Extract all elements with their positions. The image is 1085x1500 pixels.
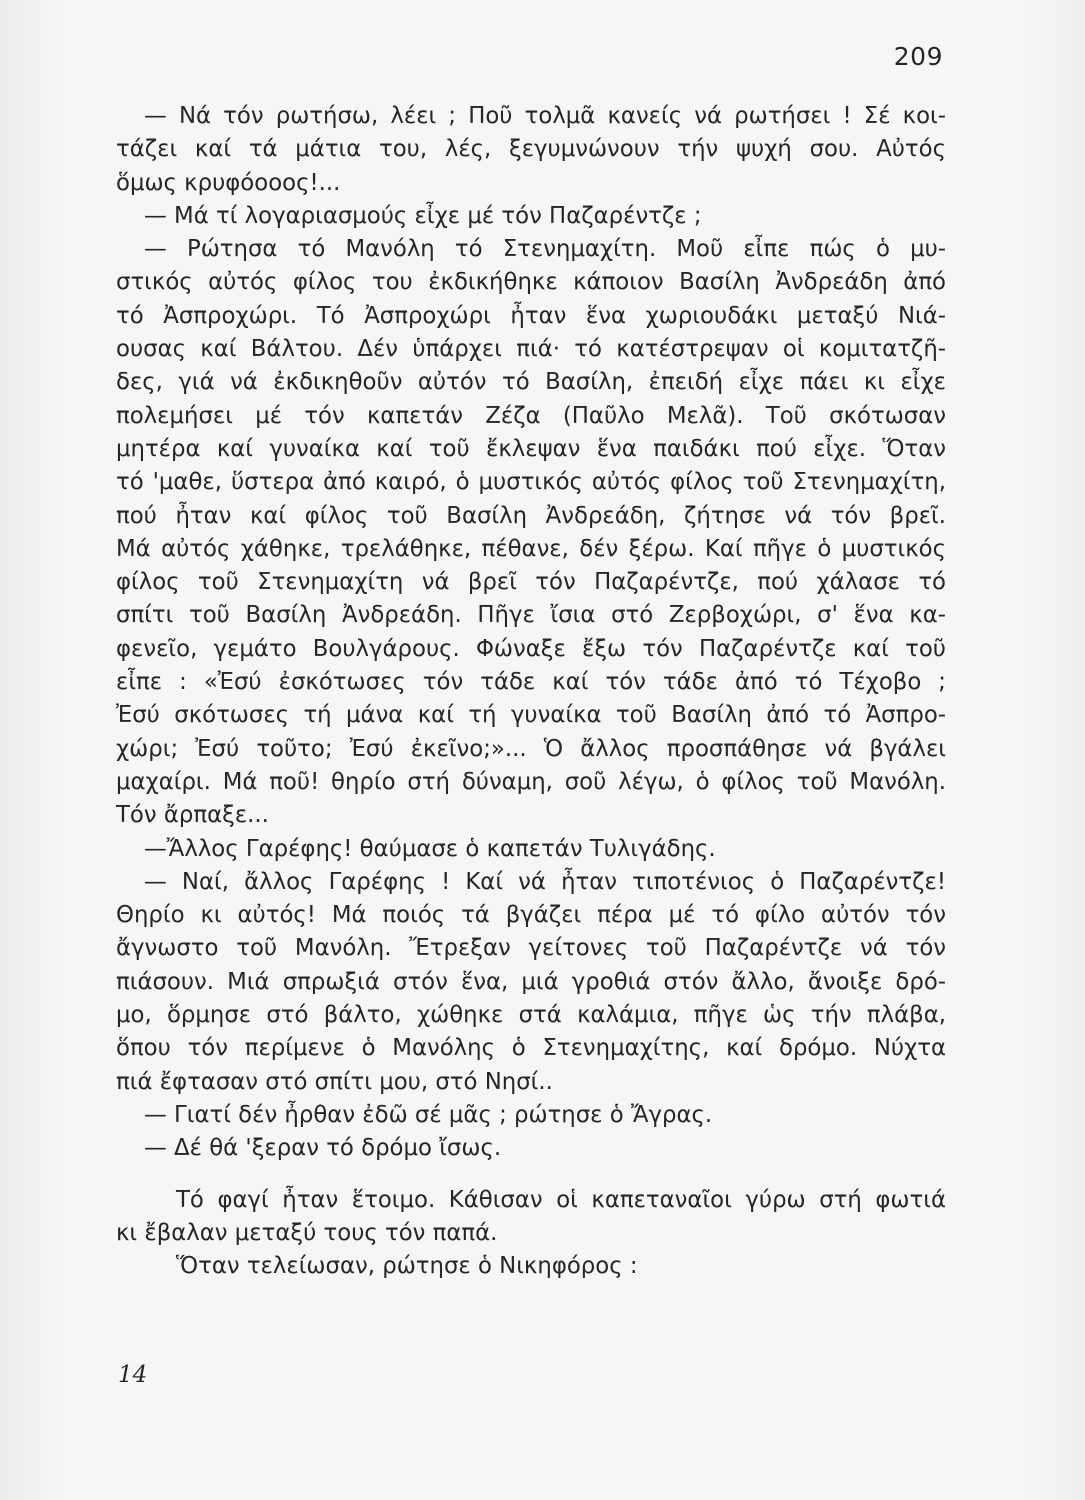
text-line: πιάσουν. Μιά σπρωξιά στόν ἕνα, μιά γροθιά στόν ἄλλο, ἄνοιξε δρό-: [116, 968, 946, 995]
page-number: 209: [893, 42, 943, 71]
text-line: σπίτι τοῦ Βασίλη Ἀνδρεάδη. Πῆγε ἴσια στό Ζερβοχώρι, σ' ἕνα κα-: [116, 602, 946, 629]
text-line: πολεμήσει μέ τόν καπετάν Ζέζα (Παῦλο Μελᾶ). Τοῦ σκότωσαν: [116, 402, 946, 429]
text-line: — Ρώτησα τό Μανόλη τό Στενημαχίτη. Μοῦ εἶπε πώς ὁ μυ-: [144, 236, 946, 263]
text-line: στικός αὐτός φίλος του ἐκδικήθηκε κάποιον Βασίλη Ἀνδρεάδη ἀπό: [116, 269, 946, 296]
text-line: ἄγνωστο τοῦ Μανόλη. Ἔτρεξαν γείτονες τοῦ Παζαρέντζε νά τόν: [116, 935, 946, 962]
text-line: — Γιατί δέν ἦρθαν ἐδῶ σέ μᾶς ; ρώτησε ὁ Ἄγρας.: [144, 1101, 713, 1128]
text-line: φενεῖο, γεμάτο Βουλγάρους. Φώναξε ἔξω τόν Παζαρέντζε καί τοῦ: [116, 635, 946, 662]
text-line: πού ἦταν καί φίλος τοῦ Βασίλη Ἀνδρεάδη, ζήτησε νά τόν βρεῖ.: [116, 502, 946, 529]
text-line: ουσας καί Βάλτου. Δέν ὑπάρχει πιά· τό κατέστρεψαν οἱ κομιτατζῆ-: [116, 336, 946, 363]
text-line: χώρι; Ἐσύ τοῦτο; Ἐσύ ἐκεῖνο;»... Ὁ ἄλλος προσπάθησε νά βγάλει: [116, 735, 946, 762]
text-line: τάζει καί τά μάτια του, λές, ξεγυμνώνουν τήν ψυχή σου. Αὐτός: [116, 136, 946, 163]
text-line: μο, ὅρμησε στό βάλτο, χώθηκε στά καλάμια, πῆγε ὡς τήν πλάβα,: [116, 1002, 946, 1029]
text-line: Θηρίο κι αὐτός! Μά ποιός τά βγάζει πέρα μέ τό φίλο αὐτόν τόν: [116, 902, 946, 929]
text-line: — Δέ θά 'ξεραν τό δρόμο ἴσως.: [144, 1135, 502, 1162]
text-line: πιά ἔφτασαν στό σπίτι μου, στό Νησί..: [116, 1068, 553, 1095]
text-line: τό 'μαθε, ὕστερα ἀπό καιρό, ὁ μυστικός αὐτός φίλος τοῦ Στενημαχίτη,: [116, 469, 946, 496]
text-line: Ἐσύ σκότωσες τή μάνα καί τή γυναίκα τοῦ Βασίλη ἀπό τό Ἀσπρο-: [116, 702, 946, 729]
text-line: — Ναί, ἄλλος Γαρέφης ! Καί νά ἦταν τιποτένιος ὁ Παζαρέντζε!: [144, 868, 946, 895]
text-line: εἶπε : «Ἐσύ ἐσκότωσες τόν τάδε καί τόν τάδε ἀπό τό Τέχοβο ;: [116, 669, 946, 696]
text-line: — Νά τόν ρωτήσω, λέει ; Ποῦ τολμᾶ κανείς νά ρωτήσει ! Σέ κοι-: [144, 103, 946, 129]
body-text: [116, 100, 946, 1283]
text-line: —Ἄλλος Γαρέφης! θαύμασε ὁ καπετάν Τυλιγάδης.: [144, 835, 716, 862]
text-line: ὅμως κρυφόοοος!...: [116, 169, 341, 196]
text-line: Τό φαγί ἦταν ἕτοιμο. Κάθισαν οἱ καπεταναῖοι γύρω στή φωτιά: [176, 1186, 946, 1213]
text-line: τό Ἀσπροχώρι. Τό Ἀσπροχώρι ἦταν ἕνα χωριουδάκι μεταξύ Νιά-: [116, 302, 946, 329]
text-line: ὅπου τόν περίμενε ὁ Μανόλης ὁ Στενημαχίτης, καί δρόμο. Νύχτα: [116, 1035, 946, 1062]
text-line: Μά αὐτός χάθηκε, τρελάθηκε, πέθανε, δέν ξέρω. Καί πῆγε ὁ μυστικός: [116, 535, 946, 562]
text-line: Ὅταν τελείωσαν, ρώτησε ὁ Νικηφόρος :: [176, 1253, 638, 1280]
text-line: μαχαίρι. Μά ποῦ! θηρίο στή δύναμη, σοῦ λέγω, ὁ φίλος τοῦ Μανόλη.: [116, 768, 946, 795]
text-line: φίλος τοῦ Στενημαχίτη νά βρεῖ τόν Παζαρέντζε, πού χάλασε τό: [116, 569, 946, 596]
text-line: κι ἔβαλαν μεταξύ τους τόν παπά.: [116, 1219, 498, 1246]
text-line: — Μά τί λογαριασμούς εἶχε μέ τόν Παζαρέντζε ;: [144, 202, 702, 229]
text-line: μητέρα καί γυναίκα καί τοῦ ἔκλεψαν ἕνα παιδάκι πού εἶχε. Ὅταν: [116, 435, 946, 462]
text-line: Τόν ἄρπαξε...: [116, 802, 269, 829]
text-line: δες, γιά νά ἐκδικηθοῦν αὐτόν τό Βασίλη, ἐπειδή εἶχε πάει κι εἶχε: [116, 369, 946, 396]
signature-mark: 14: [118, 1362, 148, 1388]
